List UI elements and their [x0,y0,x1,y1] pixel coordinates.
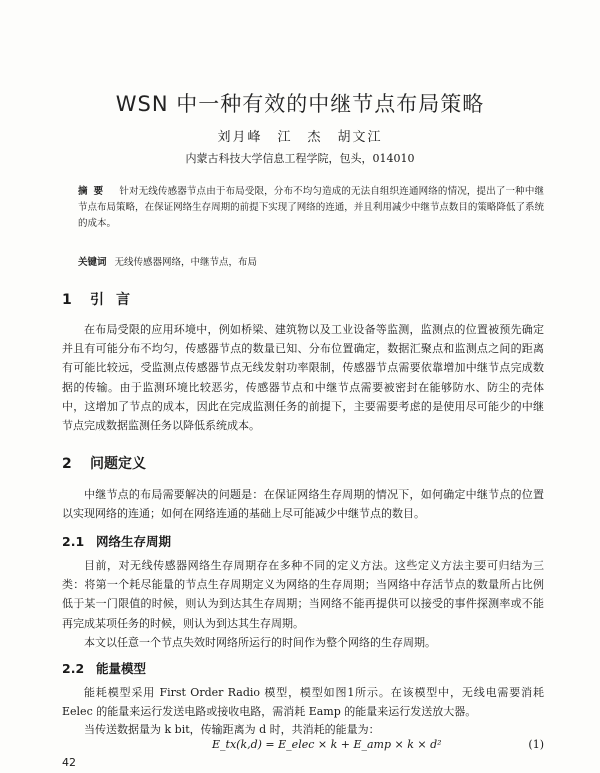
section-2-paragraph: 中继节点的布局需要解决的问题是：在保证网络生存周期的情况下，如何确定中继节点的位置以实现网络的连通；如何在网络连通的基础上尽可能减少中继节点的数目。 [62,488,544,521]
paper-authors: 刘月峰 江 杰 胡文江 [217,130,383,145]
section-1-heading [62,289,142,309]
keywords [78,254,544,268]
section-2-2-title: 能量模型 [96,661,147,676]
paper-title: WSN 中一种有效的中继节点布局策略 [115,92,485,116]
keywords-label: 关键词 [78,257,107,268]
section-1-title: 引言 [90,292,142,308]
keywords-text: 无线传感器网络，中继节点，布局 [114,257,258,268]
section-2-1-paragraph-1: 目前，对无线传感器网络生存周期存在多种不同的定义方法。这些定义方法主要可归结为三类：将第一个耗尽能量的节点生存周期定义为网络的生存周期；当网络中存活节点的数量所占比例低于某一门限值的时候，则认为到达其生存周期；当网络不能再提供可以接受的事件探测率或不能再完成某项任务的时候，则认为到达其生存周期。 [62,559,544,630]
section-2-number: 2 [62,456,72,472]
abstract-label: 摘要 [78,186,110,197]
section-2-title: 问题定义 [90,456,146,472]
section-2-1-heading [62,532,171,550]
abstract [78,184,544,232]
section-2-2-paragraph-1: 能耗模型采用 First Order Radio 模型，模型如图1所示。在该模型中，无线电需要消耗 Eelec 的能量来运行发送电路或接收电路，需消耗 Eamp 的能量来运行发送放大器。 [62,686,544,719]
section-2-1-number: 2.1 [62,534,85,549]
section-1-number: 1 [62,292,72,308]
section-2-2-number: 2.2 [62,661,85,676]
equation-1-expression: E_tx(k,d) = E_elec × k + E_amp × k × d² [212,738,442,751]
paper-affiliation: 内蒙古科技大学信息工程学院，包头，014010 [185,152,415,165]
equation-1-number: (1) [528,738,544,751]
section-1-paragraph: 在布局受限的应用环境中，例如桥梁、建筑物以及工业设备等监测，监测点的位置被预先确定并且有可能分布不均匀，传感器节点的数量已知、分布位置确定，数据汇聚点和监测点之间的距离有可能比较远，受监测点传感器节点无线发射功率限制，传感器节点需要依靠增加中继节点完成数据的传输。由于监测环境比较恶劣，传感器节点和中继节点需要被密封在能够防水、防尘的壳体中，这增加了节点的成本，因此在完成监测任务的前提下，主要需要考虑的是使用尽可能少的中继节点完成数据监测任务以降低系统成本。 [62,323,544,433]
section-2-heading [62,453,146,473]
section-2-2-paragraph-2: 当传送数据量为 k bit，传输距离为 d 时，共消耗的能量为： [84,723,380,736]
abstract-text: 针对无线传感器节点由于布局受限，分布不均匀造成的无法自组织连通网络的情况，提出了一种中继节点布局策略，在保证网络生存周期的前提下实现了网络的连通，并且利用减少中继节点数目的策略降低了系统的成本。 [78,186,544,229]
section-2-2-heading [62,659,146,677]
section-2-1-paragraph-2: 本文以任意一个节点失效时网络所运行的时间作为整个网络的生存周期。 [84,636,436,649]
section-2-1-title: 网络生存周期 [96,534,172,549]
page-number: 42 [62,756,76,769]
